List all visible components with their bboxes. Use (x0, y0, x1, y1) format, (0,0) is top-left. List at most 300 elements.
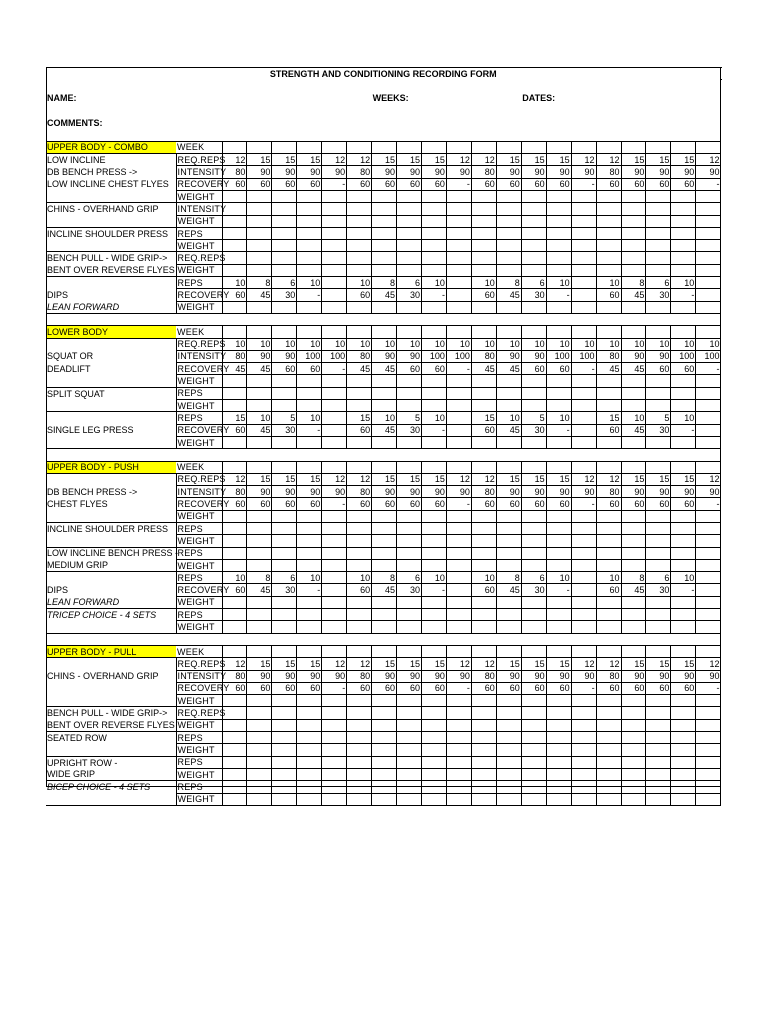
value-cell[interactable] (446, 301, 471, 313)
value-cell[interactable]: 45 (596, 363, 621, 375)
value-cell[interactable] (247, 301, 272, 313)
value-cell[interactable] (322, 264, 347, 276)
week-cell[interactable] (646, 326, 671, 338)
value-cell[interactable] (496, 436, 521, 448)
value-cell[interactable] (272, 732, 297, 744)
value-cell[interactable] (671, 264, 696, 276)
value-cell[interactable] (247, 768, 272, 780)
value-cell[interactable]: 10 (621, 338, 646, 350)
value-cell[interactable] (372, 436, 397, 448)
value-cell[interactable]: 45 (621, 363, 646, 375)
value-cell[interactable] (646, 387, 671, 399)
value-cell[interactable]: 60 (347, 424, 372, 436)
value-cell[interactable] (471, 510, 496, 522)
value-cell[interactable] (222, 793, 247, 805)
value-cell[interactable]: 15 (397, 154, 422, 166)
value-cell[interactable] (397, 719, 422, 731)
value-cell[interactable] (471, 768, 496, 780)
value-cell[interactable]: 8 (372, 572, 397, 584)
value-cell[interactable]: - (446, 498, 471, 510)
value-cell[interactable]: 90 (372, 350, 397, 362)
value-cell[interactable]: 15 (297, 658, 322, 670)
value-cell[interactable]: 10 (297, 412, 322, 424)
value-cell[interactable] (471, 609, 496, 621)
value-cell[interactable] (297, 559, 322, 571)
value-cell[interactable] (496, 719, 521, 731)
value-cell[interactable] (496, 707, 521, 719)
value-cell[interactable]: 60 (646, 498, 671, 510)
value-cell[interactable] (272, 768, 297, 780)
value-cell[interactable] (596, 781, 621, 793)
week-cell[interactable] (696, 461, 721, 473)
value-cell[interactable] (397, 301, 422, 313)
value-cell[interactable]: 90 (571, 486, 596, 498)
value-cell[interactable]: 10 (471, 277, 496, 289)
value-cell[interactable] (247, 781, 272, 793)
value-cell[interactable] (372, 695, 397, 707)
value-cell[interactable]: 90 (322, 486, 347, 498)
value-cell[interactable] (646, 522, 671, 534)
value-cell[interactable] (546, 190, 571, 202)
value-cell[interactable] (397, 240, 422, 252)
value-cell[interactable]: 12 (471, 658, 496, 670)
value-cell[interactable]: 30 (646, 424, 671, 436)
value-cell[interactable] (621, 559, 646, 571)
value-cell[interactable]: 6 (521, 572, 546, 584)
value-cell[interactable]: 60 (471, 289, 496, 301)
value-cell[interactable] (372, 203, 397, 215)
value-cell[interactable]: 12 (446, 473, 471, 485)
value-cell[interactable]: 30 (646, 289, 671, 301)
value-cell[interactable] (222, 695, 247, 707)
value-cell[interactable] (322, 240, 347, 252)
value-cell[interactable]: 60 (297, 498, 322, 510)
value-cell[interactable]: 12 (446, 658, 471, 670)
value-cell[interactable] (496, 240, 521, 252)
value-cell[interactable] (297, 535, 322, 547)
week-cell[interactable] (322, 326, 347, 338)
value-cell[interactable]: 90 (397, 166, 422, 178)
value-cell[interactable] (397, 535, 422, 547)
value-cell[interactable] (496, 535, 521, 547)
value-cell[interactable] (496, 621, 521, 633)
value-cell[interactable] (397, 695, 422, 707)
week-cell[interactable] (496, 141, 521, 153)
week-cell[interactable] (571, 461, 596, 473)
value-cell[interactable] (446, 732, 471, 744)
value-cell[interactable]: 60 (347, 682, 372, 694)
value-cell[interactable] (571, 215, 596, 227)
value-cell[interactable] (272, 547, 297, 559)
value-cell[interactable]: 15 (347, 412, 372, 424)
value-cell[interactable]: 12 (222, 154, 247, 166)
value-cell[interactable] (222, 190, 247, 202)
value-cell[interactable] (297, 719, 322, 731)
value-cell[interactable] (297, 400, 322, 412)
value-cell[interactable]: 10 (347, 338, 372, 350)
value-cell[interactable] (397, 510, 422, 522)
value-cell[interactable]: 90 (247, 486, 272, 498)
value-cell[interactable] (671, 436, 696, 448)
value-cell[interactable]: 90 (621, 350, 646, 362)
value-cell[interactable]: 10 (546, 412, 571, 424)
value-cell[interactable] (571, 609, 596, 621)
value-cell[interactable]: 90 (696, 486, 721, 498)
value-cell[interactable]: 10 (446, 338, 471, 350)
value-cell[interactable] (297, 732, 322, 744)
value-cell[interactable] (646, 621, 671, 633)
value-cell[interactable] (446, 695, 471, 707)
value-cell[interactable] (322, 289, 347, 301)
value-cell[interactable]: 15 (646, 473, 671, 485)
week-cell[interactable] (671, 461, 696, 473)
value-cell[interactable] (272, 596, 297, 608)
value-cell[interactable] (422, 768, 447, 780)
value-cell[interactable]: 10 (222, 277, 247, 289)
value-cell[interactable] (372, 719, 397, 731)
value-cell[interactable] (322, 744, 347, 756)
value-cell[interactable]: 8 (247, 572, 272, 584)
week-cell[interactable] (397, 461, 422, 473)
value-cell[interactable] (546, 719, 571, 731)
value-cell[interactable] (521, 203, 546, 215)
value-cell[interactable] (521, 621, 546, 633)
value-cell[interactable] (372, 510, 397, 522)
value-cell[interactable] (247, 695, 272, 707)
value-cell[interactable]: 60 (546, 682, 571, 694)
value-cell[interactable] (521, 436, 546, 448)
value-cell[interactable] (397, 522, 422, 534)
value-cell[interactable] (621, 695, 646, 707)
value-cell[interactable]: 6 (397, 277, 422, 289)
value-cell[interactable] (222, 215, 247, 227)
value-cell[interactable] (646, 190, 671, 202)
value-cell[interactable] (372, 732, 397, 744)
week-cell[interactable] (297, 141, 322, 153)
value-cell[interactable] (247, 596, 272, 608)
value-cell[interactable]: 30 (272, 424, 297, 436)
value-cell[interactable] (372, 547, 397, 559)
value-cell[interactable] (496, 252, 521, 264)
value-cell[interactable]: - (696, 682, 721, 694)
value-cell[interactable] (322, 559, 347, 571)
value-cell[interactable] (347, 732, 372, 744)
value-cell[interactable] (446, 781, 471, 793)
value-cell[interactable] (422, 609, 447, 621)
value-cell[interactable]: 60 (272, 682, 297, 694)
value-cell[interactable]: 5 (521, 412, 546, 424)
value-cell[interactable]: 15 (297, 154, 322, 166)
value-cell[interactable] (621, 732, 646, 744)
value-cell[interactable]: 90 (621, 166, 646, 178)
value-cell[interactable] (546, 227, 571, 239)
value-cell[interactable] (646, 264, 671, 276)
value-cell[interactable] (571, 732, 596, 744)
value-cell[interactable]: 60 (222, 682, 247, 694)
value-cell[interactable]: 60 (521, 363, 546, 375)
value-cell[interactable]: 60 (222, 584, 247, 596)
value-cell[interactable] (696, 584, 721, 596)
value-cell[interactable]: 60 (422, 178, 447, 190)
value-cell[interactable] (546, 436, 571, 448)
value-cell[interactable] (696, 609, 721, 621)
value-cell[interactable] (621, 264, 646, 276)
value-cell[interactable] (347, 768, 372, 780)
value-cell[interactable]: 90 (496, 486, 521, 498)
value-cell[interactable] (696, 621, 721, 633)
value-cell[interactable] (322, 301, 347, 313)
value-cell[interactable]: 12 (571, 154, 596, 166)
value-cell[interactable] (272, 400, 297, 412)
value-cell[interactable]: 12 (596, 473, 621, 485)
value-cell[interactable]: 60 (297, 682, 322, 694)
value-cell[interactable] (247, 227, 272, 239)
week-cell[interactable] (422, 645, 447, 657)
week-cell[interactable] (546, 461, 571, 473)
value-cell[interactable] (546, 609, 571, 621)
value-cell[interactable]: 10 (671, 412, 696, 424)
value-cell[interactable] (422, 301, 447, 313)
value-cell[interactable] (372, 768, 397, 780)
week-cell[interactable] (422, 326, 447, 338)
value-cell[interactable] (397, 252, 422, 264)
value-cell[interactable]: 6 (521, 277, 546, 289)
value-cell[interactable] (546, 744, 571, 756)
value-cell[interactable]: 60 (347, 584, 372, 596)
value-cell[interactable]: 80 (596, 166, 621, 178)
value-cell[interactable] (471, 190, 496, 202)
value-cell[interactable] (521, 732, 546, 744)
value-cell[interactable] (446, 387, 471, 399)
value-cell[interactable] (646, 781, 671, 793)
value-cell[interactable]: 30 (397, 289, 422, 301)
value-cell[interactable] (222, 400, 247, 412)
week-cell[interactable] (471, 645, 496, 657)
value-cell[interactable]: 10 (596, 572, 621, 584)
value-cell[interactable] (322, 387, 347, 399)
value-cell[interactable]: 60 (596, 289, 621, 301)
week-cell[interactable] (496, 461, 521, 473)
value-cell[interactable] (596, 227, 621, 239)
value-cell[interactable]: 15 (496, 658, 521, 670)
week-cell[interactable] (646, 645, 671, 657)
value-cell[interactable]: 12 (571, 658, 596, 670)
value-cell[interactable]: 90 (521, 166, 546, 178)
value-cell[interactable] (446, 596, 471, 608)
value-cell[interactable]: 10 (671, 277, 696, 289)
value-cell[interactable] (272, 744, 297, 756)
value-cell[interactable] (272, 535, 297, 547)
value-cell[interactable]: 60 (621, 682, 646, 694)
value-cell[interactable] (422, 400, 447, 412)
value-cell[interactable]: 30 (521, 584, 546, 596)
value-cell[interactable]: 90 (247, 166, 272, 178)
week-cell[interactable] (347, 141, 372, 153)
value-cell[interactable] (521, 400, 546, 412)
week-cell[interactable] (446, 326, 471, 338)
value-cell[interactable] (422, 744, 447, 756)
value-cell[interactable] (696, 768, 721, 780)
value-cell[interactable]: 60 (621, 178, 646, 190)
value-cell[interactable] (696, 719, 721, 731)
value-cell[interactable]: 90 (297, 166, 322, 178)
value-cell[interactable] (521, 522, 546, 534)
value-cell[interactable] (621, 609, 646, 621)
value-cell[interactable] (496, 768, 521, 780)
value-cell[interactable] (571, 252, 596, 264)
value-cell[interactable]: - (696, 178, 721, 190)
value-cell[interactable]: 60 (471, 498, 496, 510)
value-cell[interactable] (422, 252, 447, 264)
value-cell[interactable] (297, 547, 322, 559)
value-cell[interactable] (646, 227, 671, 239)
value-cell[interactable] (422, 559, 447, 571)
value-cell[interactable] (671, 695, 696, 707)
value-cell[interactable]: 30 (397, 424, 422, 436)
value-cell[interactable] (496, 756, 521, 768)
value-cell[interactable] (347, 522, 372, 534)
value-cell[interactable] (446, 621, 471, 633)
value-cell[interactable] (422, 436, 447, 448)
value-cell[interactable]: - (446, 178, 471, 190)
value-cell[interactable]: - (546, 424, 571, 436)
value-cell[interactable] (471, 547, 496, 559)
value-cell[interactable] (372, 621, 397, 633)
week-cell[interactable] (272, 326, 297, 338)
value-cell[interactable] (696, 412, 721, 424)
value-cell[interactable]: 60 (471, 682, 496, 694)
week-cell[interactable] (397, 326, 422, 338)
value-cell[interactable] (546, 522, 571, 534)
value-cell[interactable] (496, 781, 521, 793)
value-cell[interactable]: 5 (397, 412, 422, 424)
week-cell[interactable] (397, 645, 422, 657)
value-cell[interactable] (347, 264, 372, 276)
value-cell[interactable]: 10 (347, 572, 372, 584)
value-cell[interactable] (347, 240, 372, 252)
value-cell[interactable] (297, 793, 322, 805)
value-cell[interactable] (621, 781, 646, 793)
value-cell[interactable]: 80 (596, 350, 621, 362)
value-cell[interactable] (571, 510, 596, 522)
value-cell[interactable] (347, 301, 372, 313)
value-cell[interactable]: 60 (671, 178, 696, 190)
value-cell[interactable] (571, 203, 596, 215)
value-cell[interactable]: 15 (546, 473, 571, 485)
value-cell[interactable] (646, 768, 671, 780)
value-cell[interactable]: 90 (546, 486, 571, 498)
value-cell[interactable]: 10 (422, 338, 447, 350)
value-cell[interactable] (671, 252, 696, 264)
value-cell[interactable] (646, 756, 671, 768)
value-cell[interactable]: - (571, 498, 596, 510)
value-cell[interactable]: 60 (422, 498, 447, 510)
value-cell[interactable] (571, 535, 596, 547)
value-cell[interactable] (596, 768, 621, 780)
value-cell[interactable] (446, 227, 471, 239)
value-cell[interactable]: 45 (247, 584, 272, 596)
week-cell[interactable] (596, 326, 621, 338)
value-cell[interactable]: 60 (546, 498, 571, 510)
value-cell[interactable] (596, 744, 621, 756)
value-cell[interactable]: 15 (272, 473, 297, 485)
value-cell[interactable] (571, 621, 596, 633)
value-cell[interactable]: 8 (496, 277, 521, 289)
value-cell[interactable]: 15 (222, 412, 247, 424)
value-cell[interactable] (571, 547, 596, 559)
value-cell[interactable] (596, 510, 621, 522)
value-cell[interactable]: 10 (297, 338, 322, 350)
value-cell[interactable]: 10 (596, 338, 621, 350)
value-cell[interactable] (696, 744, 721, 756)
value-cell[interactable] (546, 203, 571, 215)
value-cell[interactable] (372, 707, 397, 719)
value-cell[interactable] (471, 387, 496, 399)
value-cell[interactable]: 10 (347, 277, 372, 289)
value-cell[interactable] (322, 252, 347, 264)
value-cell[interactable] (521, 609, 546, 621)
value-cell[interactable] (446, 190, 471, 202)
value-cell[interactable] (446, 609, 471, 621)
value-cell[interactable] (571, 277, 596, 289)
value-cell[interactable] (471, 252, 496, 264)
value-cell[interactable] (496, 510, 521, 522)
value-cell[interactable] (397, 227, 422, 239)
value-cell[interactable] (422, 707, 447, 719)
value-cell[interactable]: 80 (222, 670, 247, 682)
value-cell[interactable] (571, 756, 596, 768)
value-cell[interactable] (571, 289, 596, 301)
value-cell[interactable] (222, 240, 247, 252)
week-cell[interactable] (521, 461, 546, 473)
value-cell[interactable] (422, 215, 447, 227)
value-cell[interactable] (696, 793, 721, 805)
value-cell[interactable] (471, 793, 496, 805)
value-cell[interactable] (422, 732, 447, 744)
value-cell[interactable] (222, 621, 247, 633)
value-cell[interactable]: 15 (297, 473, 322, 485)
value-cell[interactable] (322, 768, 347, 780)
value-cell[interactable] (397, 190, 422, 202)
value-cell[interactable]: 90 (322, 670, 347, 682)
value-cell[interactable]: 90 (646, 350, 671, 362)
value-cell[interactable] (521, 756, 546, 768)
value-cell[interactable] (322, 424, 347, 436)
value-cell[interactable] (696, 547, 721, 559)
value-cell[interactable] (671, 400, 696, 412)
value-cell[interactable]: 90 (397, 350, 422, 362)
value-cell[interactable]: 12 (471, 154, 496, 166)
value-cell[interactable] (571, 695, 596, 707)
value-cell[interactable] (646, 375, 671, 387)
week-cell[interactable] (372, 326, 397, 338)
value-cell[interactable] (596, 535, 621, 547)
value-cell[interactable] (496, 264, 521, 276)
value-cell[interactable]: 60 (222, 424, 247, 436)
value-cell[interactable] (446, 252, 471, 264)
value-cell[interactable]: 80 (596, 486, 621, 498)
value-cell[interactable] (496, 400, 521, 412)
value-cell[interactable]: 6 (646, 572, 671, 584)
value-cell[interactable] (546, 547, 571, 559)
value-cell[interactable] (596, 240, 621, 252)
value-cell[interactable]: - (322, 178, 347, 190)
value-cell[interactable] (521, 535, 546, 547)
value-cell[interactable]: 90 (272, 670, 297, 682)
value-cell[interactable] (646, 436, 671, 448)
value-cell[interactable] (621, 436, 646, 448)
value-cell[interactable] (521, 510, 546, 522)
